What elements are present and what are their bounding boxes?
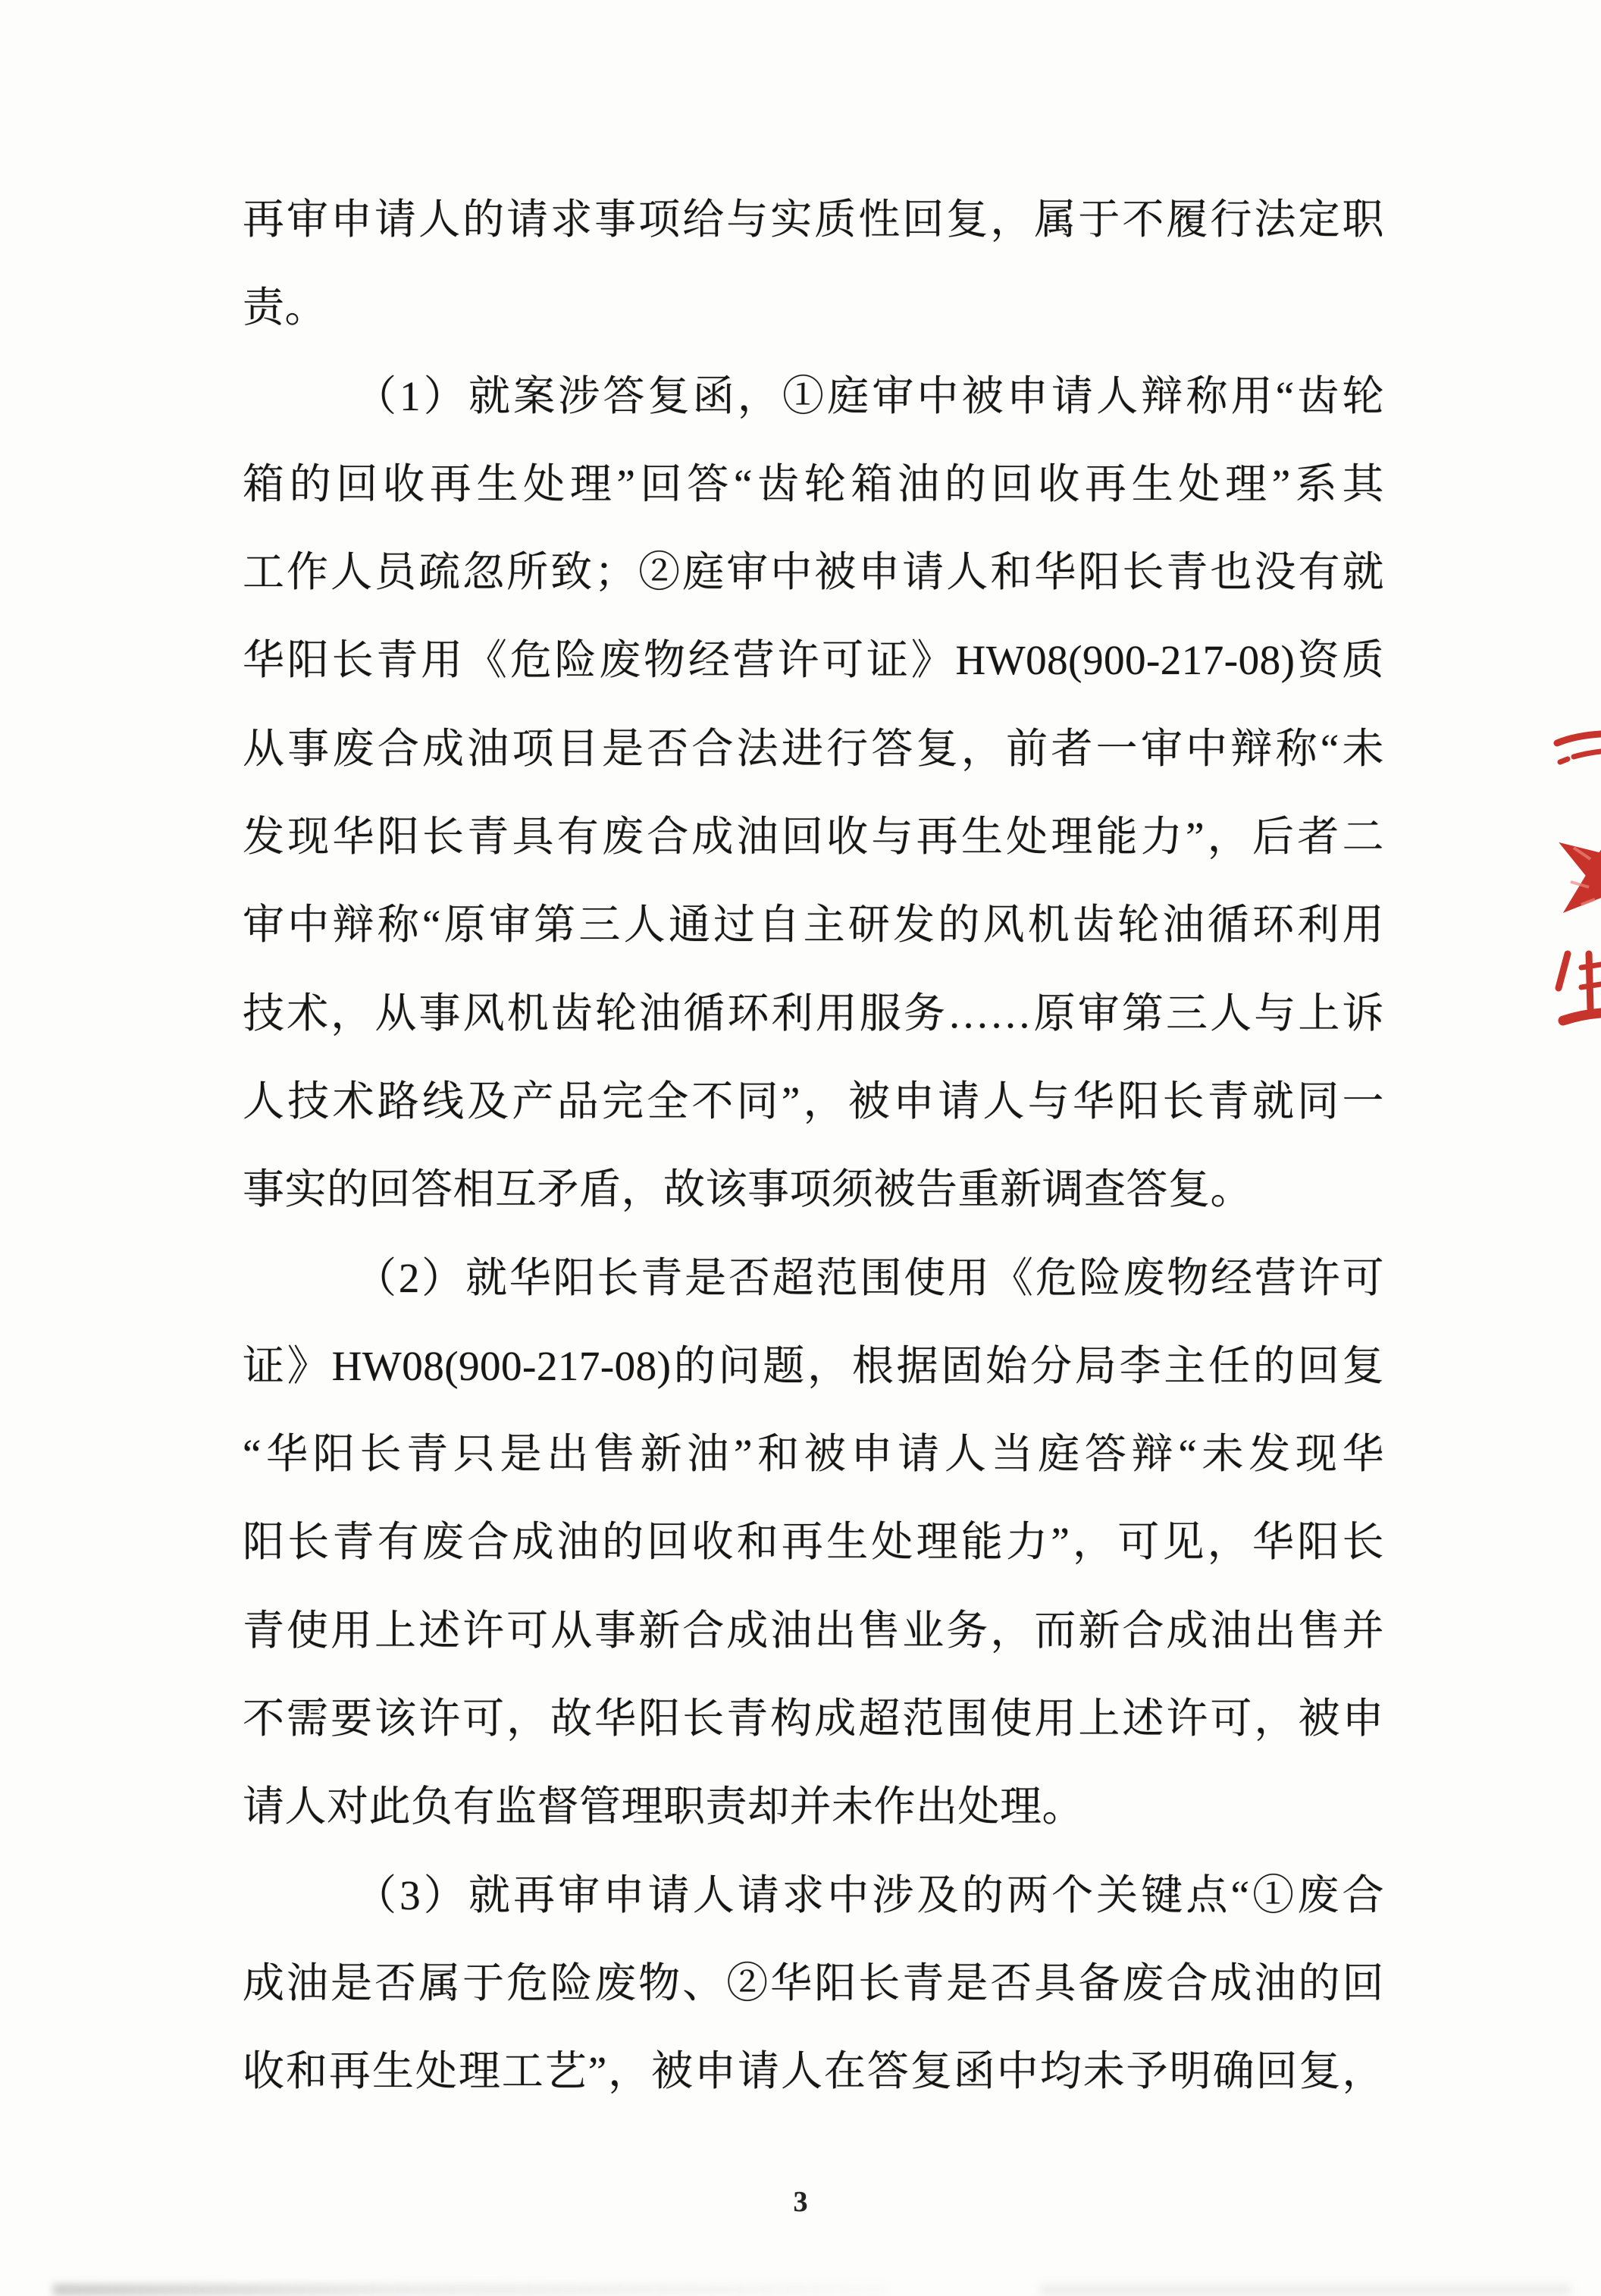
text-line: （2）就华阳长青是否超范围使用《危险废物经营许可	[355, 1254, 1384, 1301]
scan-smudge	[53, 2284, 887, 2296]
text-line: 从事废合成油项目是否合法进行答复，前者一审中辩称“未	[243, 725, 1384, 772]
page-number: 3	[793, 2186, 808, 2218]
text-line: 事实的回答相互矛盾，故该事项须被告重新调查答复。	[243, 1166, 1253, 1213]
text-line: （3）就再审申请人请求中涉及的两个关键点“①废合	[355, 1871, 1384, 1918]
text-line: 再审申请人的请求事项给与实质性回复，属于不履行法定职	[243, 196, 1384, 243]
text-line: 不需要该许可，故华阳长青构成超范围使用上述许可，被申	[243, 1695, 1384, 1742]
red-seal-graphic	[1551, 726, 1601, 1052]
text-line: “华阳长青只是出售新油”和被申请人当庭答辩“未发现华	[243, 1431, 1384, 1478]
body-text	[243, 176, 1384, 2116]
text-line: 技术，从事风机齿轮油循环利用服务……原审第三人与上诉	[243, 990, 1384, 1037]
text-line: 箱的回收再生处理”回答“齿轮箱油的回收再生处理”系其	[243, 460, 1384, 507]
scan-smudge	[1040, 2285, 1571, 2294]
text-line: 青使用上述许可从事新合成油出售业务，而新合成油出售并	[243, 1607, 1384, 1654]
red-star-icon	[1551, 803, 1601, 935]
text-line: 成油是否属于危险废物、②华阳长青是否具备废合成油的回	[243, 1959, 1384, 2006]
text-line: 审中辩称“原审第三人通过自主研发的风机齿轮油循环利用	[243, 902, 1384, 949]
text-line: 人技术路线及产品完全不同”，被申请人与华阳长青就同一	[243, 1077, 1384, 1124]
text-line: 请人对此负有监督管理职责却并未作出处理。	[243, 1783, 1085, 1830]
official-seal-stamp	[1551, 726, 1601, 1052]
text-line: （1）就案涉答复函，①庭审中被申请人辩称用“齿轮	[355, 372, 1384, 419]
text-line: 阳长青有废合成油的回收和再生处理能力”，可见，华阳长	[243, 1519, 1384, 1566]
text-line: 工作人员疏忽所致；②庭审中被申请人和华阳长青也没有就	[243, 549, 1384, 596]
text-line: 责。	[243, 284, 327, 331]
text-line: 证》HW08(900-217-08)的问题，根据固始分局李主任的回复	[243, 1342, 1384, 1389]
text-line: 收和再生处理工艺”，被申请人在答复函中均未予明确回复，	[243, 2048, 1384, 2095]
text-line: 华阳长青用《危险废物经营许可证》HW08(900-217-08)资质	[243, 637, 1384, 684]
text-line: 发现华阳长青具有废合成油回收与再生处理能力”，后者二	[243, 814, 1384, 861]
